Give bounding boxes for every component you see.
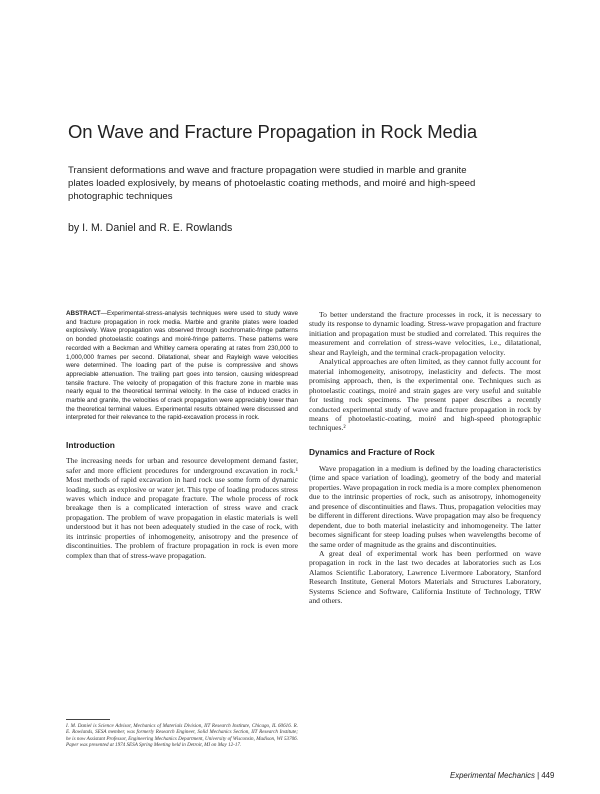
- introduction-text: The increasing needs for urban and resource development demand faster, safer and more efficient procedures for underground excavation in rock.¹ Most methods of rapid excavation in hard rock use some form of dynamic loading, such as explosive or water jet. This type of loading produces stress waves which induce and propagate fracture. The whole process of rock breakage then is a complicated interaction of stress wave and crack propagation. The problem of wave propagation in elastic materials is well understood but it has not been adequately studied in the case of rock, with its intrinsic properties of inhomogeneity, anisotropy and the presence of discontinuities. The problem of fracture propagation in rock is even more complex than that of stress-wave propagation.: [66, 456, 298, 560]
- right-paragraph-4: A great deal of experimental work has been performed on wave propagation in rock in the last two decades at laboratories such as Los Alamos Scientific Laboratory, Lawrence Livermore Laboratory, Stanford Research Institute, General Motors Materials and Structures Laboratory, Systems Science and Software, California Institute of Technology, TRW and others.: [309, 548, 541, 606]
- right-paragraph-1: To better understand the fracture processes in rock, it is necessary to study its response to dynamic loading. Stress-wave propagation and fracture initiation and propagation must be studied and correlated. This requires the measurement and correlation of stress-wave velocities, i.e., dilatational, shear and Rayleigh, and the terminal crack-propagation velocity.: [309, 310, 541, 357]
- page-number: 449: [541, 771, 555, 780]
- author-footnote: I. M. Daniel is Science Advisor, Mechanics of Materials Division, IIT Research Institute, Chicago, IL 60616. R. E. Rowlands, SESA member, was formerly Research Engineer, Solid Mechanics Section, IIT Research Institute; he is now Assistant Professor, Engineering Mechanics Department, University of Wisconsin, Madison, WI 53706. Paper was presented at 1974 SESA Spring Meeting held in Detroit, MI on May 12-17.: [66, 723, 298, 749]
- article-authors: by I. M. Daniel and R. E. Rowlands: [68, 222, 233, 234]
- right-column: [309, 310, 541, 606]
- introduction-heading: Introduction: [66, 440, 115, 451]
- abstract: [66, 310, 298, 423]
- right-paragraph-2: Analytical approaches are often limited, as they cannot fully account for material inhomogeneity, anisotropy, inelasticity and defects. The most promising approach, then, is the experimental one. Techniques such as photoelastic coatings, moiré and strain gages are very useful and suitable for testing rock specimens. The present paper describes a recently conducted experimental study of wave and fracture propagation in rock by means of photoelastic-coating, moiré and high-speed photographic techniques.²: [309, 357, 541, 433]
- left-column: [66, 310, 298, 560]
- dynamics-heading: Dynamics and Fracture of Rock: [309, 446, 435, 457]
- page-footer: [450, 771, 555, 780]
- abstract-text: —Experimental-stress-analysis techniques were used to study wave and fracture propagation in rock media. Marble and granite plates were loaded explosively. Wave propagation was observed through isochromatic-fringe patterns on bonded photoelastic coatings and moiré-fringe patterns. These patterns were recorded with a Beckman and Whitley camera operating at rates from 230,000 to 1,000,000 frames per second. Dilatational, shear and Rayleigh wave velocities were determined. The loading part of the pulse is compressive and shows appreciable attenuation. The trailing part goes into tension, causing widespread tensile fracture. The velocity of propagation of this fracture zone in marble was nearly equal to the theoretical terminal velocity. In the case of induced cracks in marble and granite, the velocities of crack propagation were appreciably lower than the theoretical terminal values. Experimental results obtained were discussed and interpreted for their relevance to the rapid-excavation process in rock.: [66, 310, 298, 422]
- right-paragraph-3: Wave propagation in a medium is defined by the loading characteristics (time and space variation of loading), geometry of the body and material properties. Wave propagation in rock media is a more complex phenomenon due to the intrinsic properties of rock, such as anisotropy, inhomogeneity and presence of discontinuities and flaws. Thus, propagation velocities may be different in different directions. Wave propagation may also be frequency dependent, due to both material inelasticity and inhomogeneity. The latter becomes significant for steep loading pulses when wavelengths become of the same order of magnitude as the grains and discontinuities.: [309, 463, 541, 549]
- journal-name: Experimental Mechanics: [450, 771, 535, 780]
- abstract-lead: ABSTRACT: [66, 310, 101, 317]
- article-title: On Wave and Fracture Propagation in Rock Media: [68, 121, 478, 142]
- footer-separator: |: [537, 771, 540, 780]
- footnote-divider: [66, 719, 110, 720]
- article-subtitle: Transient deformations and wave and fracture propagation were studied in marble and granite plates loaded explosively, by means of photoelastic coating methods, and moiré and high-speed photographic techniques: [68, 165, 476, 203]
